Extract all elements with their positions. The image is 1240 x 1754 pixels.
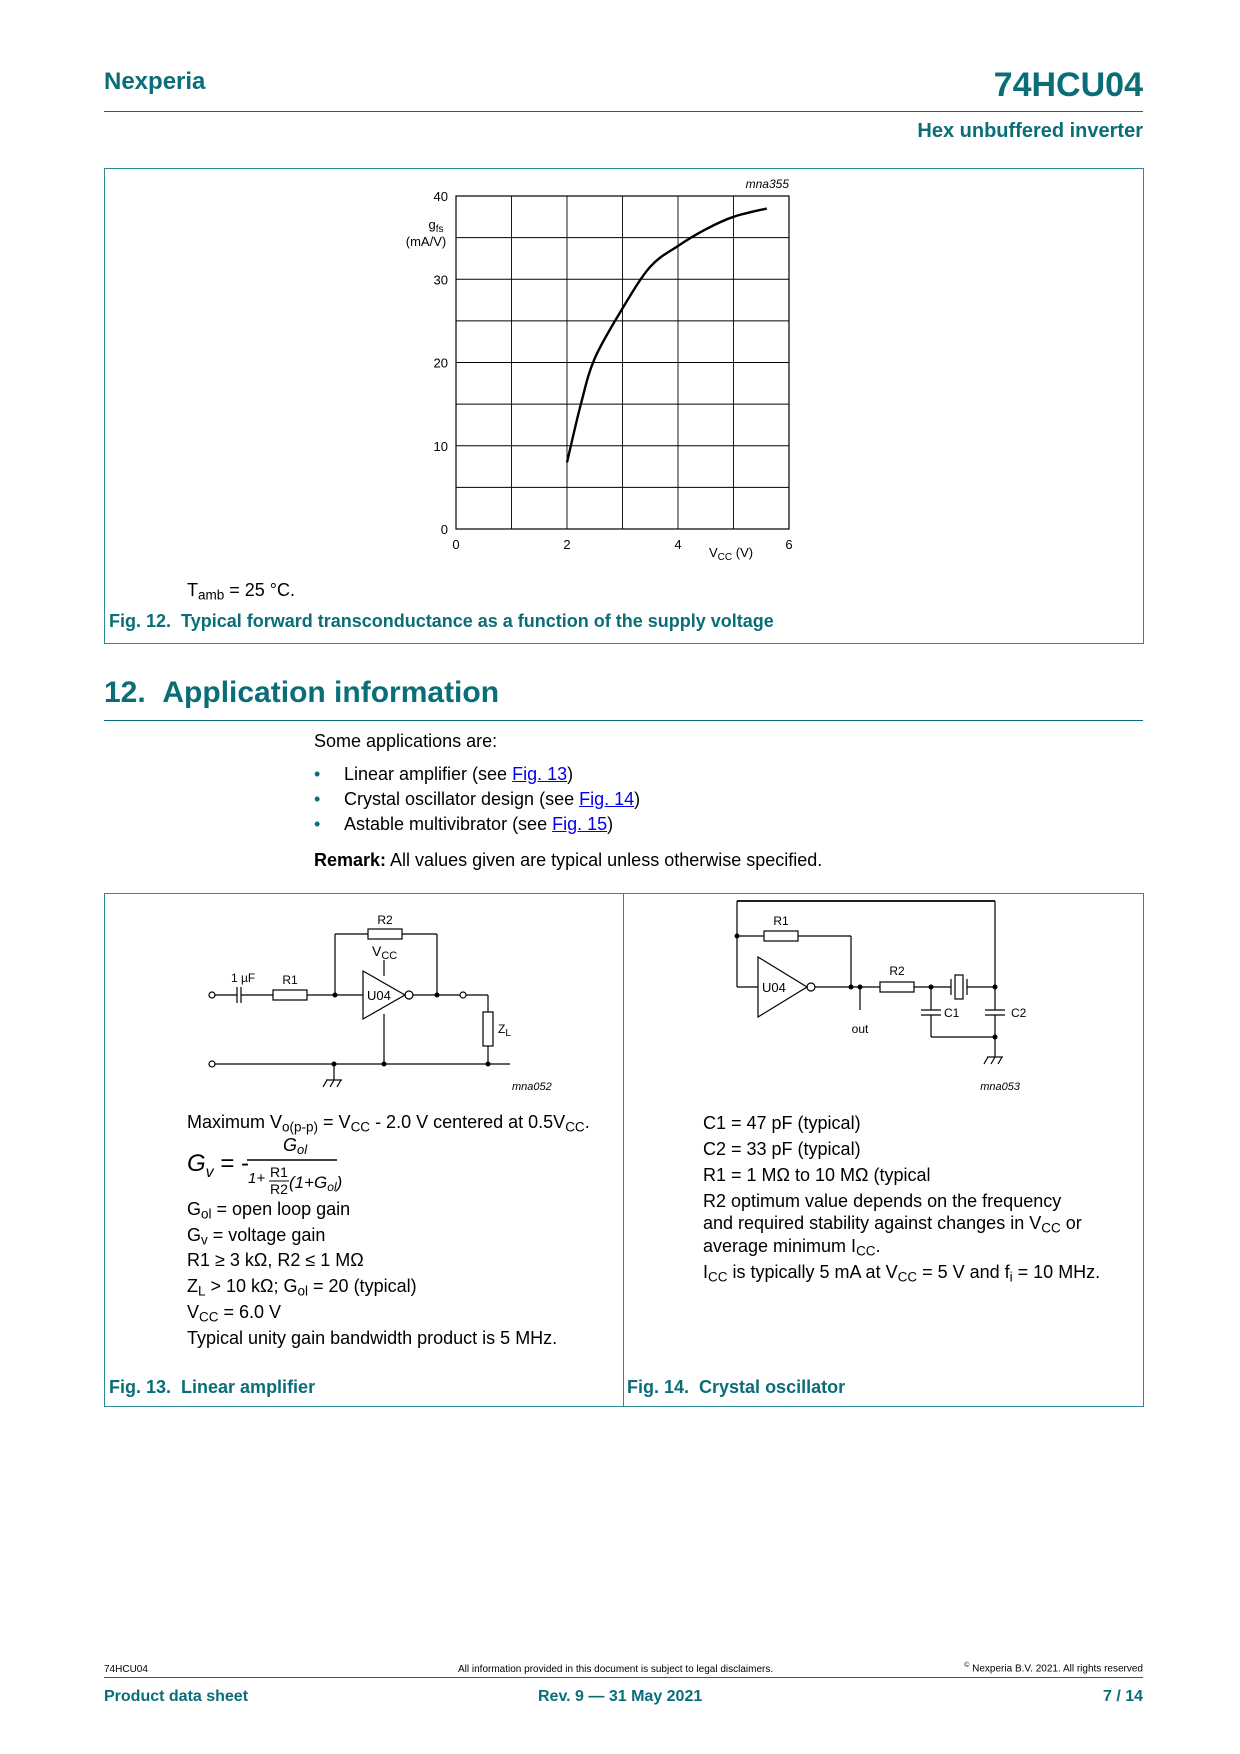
svg-text:R1: R1 <box>270 1164 288 1180</box>
fig14-note-r2-cont2: average minimum $I_{CC}$. <box>703 1236 881 1259</box>
c2-label: C2 <box>1011 1006 1027 1020</box>
gfs-curve <box>567 208 767 462</box>
svg-text:(1+Gol): (1+Gol) <box>289 1173 343 1194</box>
svg-text:Gv = -: $G_v$ = - <box>187 1150 250 1181</box>
out-label: out <box>851 1022 869 1036</box>
linear-amplifier-schematic <box>105 894 623 1094</box>
c1-label: C1 <box>944 1006 960 1020</box>
footer-rule <box>104 1677 1143 1678</box>
fig12-note: $T_{amb} = 25$ °C. <box>187 580 295 603</box>
y-tick-label: 40 <box>433 189 448 204</box>
fig13-note-r: R1 ≥ 3 kΩ, R2 ≤ 1 MΩ <box>187 1250 364 1270</box>
x-axis-label: $V_{CC}$ (V) <box>709 545 754 563</box>
fig15-link[interactable]: Fig. 15 <box>552 814 608 834</box>
figures-13-14 <box>104 893 1144 1407</box>
part-number: 74HCU04 <box>993 66 1143 104</box>
footer-copyright: © Nexperia B.V. 2021. All rights reserved <box>964 1662 1143 1675</box>
x-tick-label: 0 <box>452 537 460 552</box>
section-intro: Some applications are: <box>314 731 498 751</box>
fig13-note-zl: $Z_L > 10$ kΩ; $G_{ol} = 20$ (typical) <box>187 1276 417 1299</box>
svg-text:R2: R2 <box>270 1181 288 1197</box>
u04-label: U04 <box>762 980 786 995</box>
list-item: • Astable multivibrator (see Fig. 15) <box>314 814 614 834</box>
chart-grid <box>456 196 789 529</box>
vcc-label: $V_{CC}$ <box>372 943 398 962</box>
header-rule <box>104 111 1143 112</box>
footer-doc-type: Product data sheet <box>104 1688 249 1705</box>
x-tick-label: 2 <box>563 537 571 552</box>
footer-page: 7 / 14 <box>1102 1688 1143 1705</box>
fig14-caption: Fig. 14. Crystal oscillator <box>627 1377 846 1397</box>
fig13-note-gv: $G_v$ = voltage gain <box>187 1225 326 1248</box>
x-tick-label: 4 <box>674 537 682 552</box>
r2-label: R2 <box>889 964 905 978</box>
fig14-note-c2: C2 = 33 pF (typical) <box>703 1139 861 1159</box>
section-rule <box>104 720 1143 721</box>
fig14-note-r2: R2 optimum value depends on the frequency <box>703 1191 1062 1211</box>
svg-text:1+: 1+ <box>248 1170 266 1187</box>
cap-label: 1 µF <box>231 971 256 985</box>
crystal-oscillator-schematic <box>624 894 1142 1094</box>
x-tick-label: 6 <box>785 537 793 552</box>
zl-label: $Z_L$ <box>498 1022 511 1039</box>
fig13-note-gol: $G_{ol}$ = open loop gain <box>187 1199 351 1222</box>
y-tick-label: 10 <box>433 438 448 454</box>
y-axis-unit: (mA/V) <box>405 234 447 249</box>
fig14-note-icc: $I_{CC}$ is typically 5 mA at $V_{CC} = 5$ V and $f_i = 10$ MHz. <box>703 1262 1101 1285</box>
y-tick-label: 0 <box>440 522 448 537</box>
fig13-diagram-id: mna052 <box>512 1081 552 1093</box>
y-axis-label: $g_{fs}$ <box>428 217 444 235</box>
fig13-note-bw: Typical unity gain bandwidth product is 5 MHz. <box>187 1328 558 1348</box>
chart-id: mna355 <box>745 177 789 191</box>
y-tick-label: 30 <box>433 272 448 288</box>
fig13-link[interactable]: Fig. 13 <box>512 764 568 784</box>
figure-12 <box>104 168 1144 644</box>
r2-label: R2 <box>377 913 393 927</box>
fig13-caption: Fig. 13. Linear amplifier <box>109 1377 316 1397</box>
doc-subtitle: Hex unbuffered inverter <box>917 120 1143 142</box>
fig13-note-vcc: $V_{CC} = 6.0$ V <box>187 1302 282 1325</box>
list-item: • Crystal oscillator design (see Fig. 14) <box>314 789 641 809</box>
fig14-diagram-id: mna053 <box>980 1081 1020 1093</box>
fig14-note-r2-cont: and required stability against changes in $V_{CC}$ or <box>703 1213 1082 1236</box>
fig13-note-max: Maximum $V_{o(p-p)} = V_{CC} - 2.0$ V centered at $0.5V_{CC}$. <box>187 1112 590 1135</box>
fig14-note-c1: C1 = 47 pF (typical) <box>703 1113 861 1133</box>
gain-formula <box>185 1136 365 1198</box>
fig14-link[interactable]: Fig. 14 <box>579 789 635 809</box>
gfs-chart <box>105 169 1143 589</box>
section-title: 12. Application information <box>104 676 500 709</box>
y-tick-label: 20 <box>433 355 448 371</box>
footer-doc-id: 74HCU04 <box>104 1664 148 1675</box>
brand-name: Nexperia <box>104 68 206 95</box>
list-item: • Linear amplifier (see Fig. 13) <box>314 764 574 784</box>
r1-label: R1 <box>773 914 789 928</box>
footer-disclaimer: All information provided in this document is subject to legal disclaimers. <box>458 1664 774 1675</box>
footer-revision: Rev. 9 — 31 May 2021 <box>538 1688 703 1705</box>
fig12-caption: Fig. 12. Typical forward transconductance as a function of the supply voltage <box>109 611 774 631</box>
remark: Remark: All values given are typical unless otherwise specified. <box>314 850 823 870</box>
fig14-note-r1: R1 = 1 MΩ to 10 MΩ (typical <box>703 1165 931 1185</box>
svg-text:Gol: Gol <box>283 1136 308 1157</box>
u04-label: U04 <box>367 988 391 1003</box>
r1-label: R1 <box>282 973 298 987</box>
